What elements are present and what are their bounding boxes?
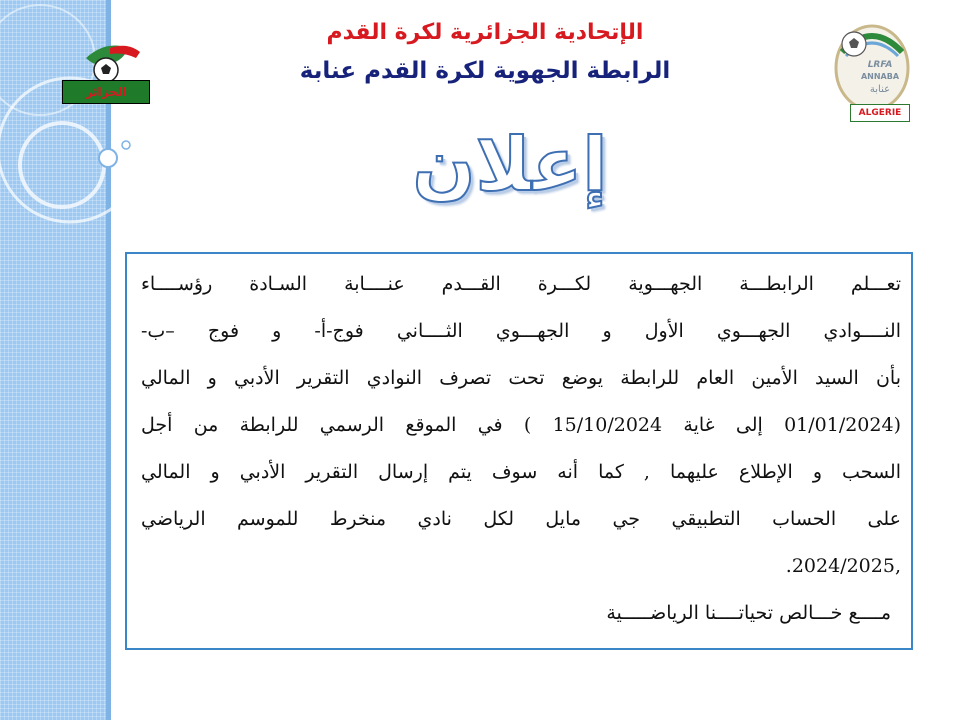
notice-line: النــــوادي الجهـــوي الأول و الجهـــوي الثــــاني فوج-أ- و فوج –ب- <box>141 320 901 342</box>
notice-line: بأن السيد الأمين العام للرابطة يوضع تحت تصرف النوادي التقرير الأدبي و المالي <box>141 367 901 389</box>
notice-line: (01/01/2024 إلى غاية 15/10/2024 ) في الموقع الرسمي للرابطة من أجل <box>141 414 901 436</box>
league-logo-badge: ALGERIE <box>850 104 910 122</box>
notice-closing: مــــع خـــالص تحياتــــنا الرياضـــــية <box>606 602 891 624</box>
football-icon <box>842 32 866 56</box>
notice-line: على الحساب التطبيقي جي مايل لكل نادي منخرط للموسم الرياضي <box>141 508 901 530</box>
league-title: الرابطة الجهوية لكرة القدم عنابة <box>299 58 671 84</box>
federation-title: الإتحادية الجزائرية لكرة القدم <box>326 20 644 45</box>
football-icon <box>94 58 118 82</box>
notice-box <box>125 252 913 650</box>
notice-body <box>141 270 901 646</box>
league-logo-arabic: عنابة <box>869 84 891 95</box>
notice-line: السحب و الإطلاع عليهما , كما أنه سوف يتم إرسال التقرير الأدبي و المالي <box>141 461 901 483</box>
notice-line: تعـــلم الرابطـــة الجهـــوية لكـــرة القـــدم عنــــابة السـادة رؤســــاء <box>141 273 901 295</box>
left-logo-label: الجزائر <box>62 80 150 104</box>
league-logo-city: ANNABA <box>860 72 900 81</box>
notice-line: ,2024/2025. <box>785 555 901 577</box>
league-logo-acronym: LRFA <box>867 60 893 70</box>
notice-heading: إعلان <box>412 122 608 208</box>
